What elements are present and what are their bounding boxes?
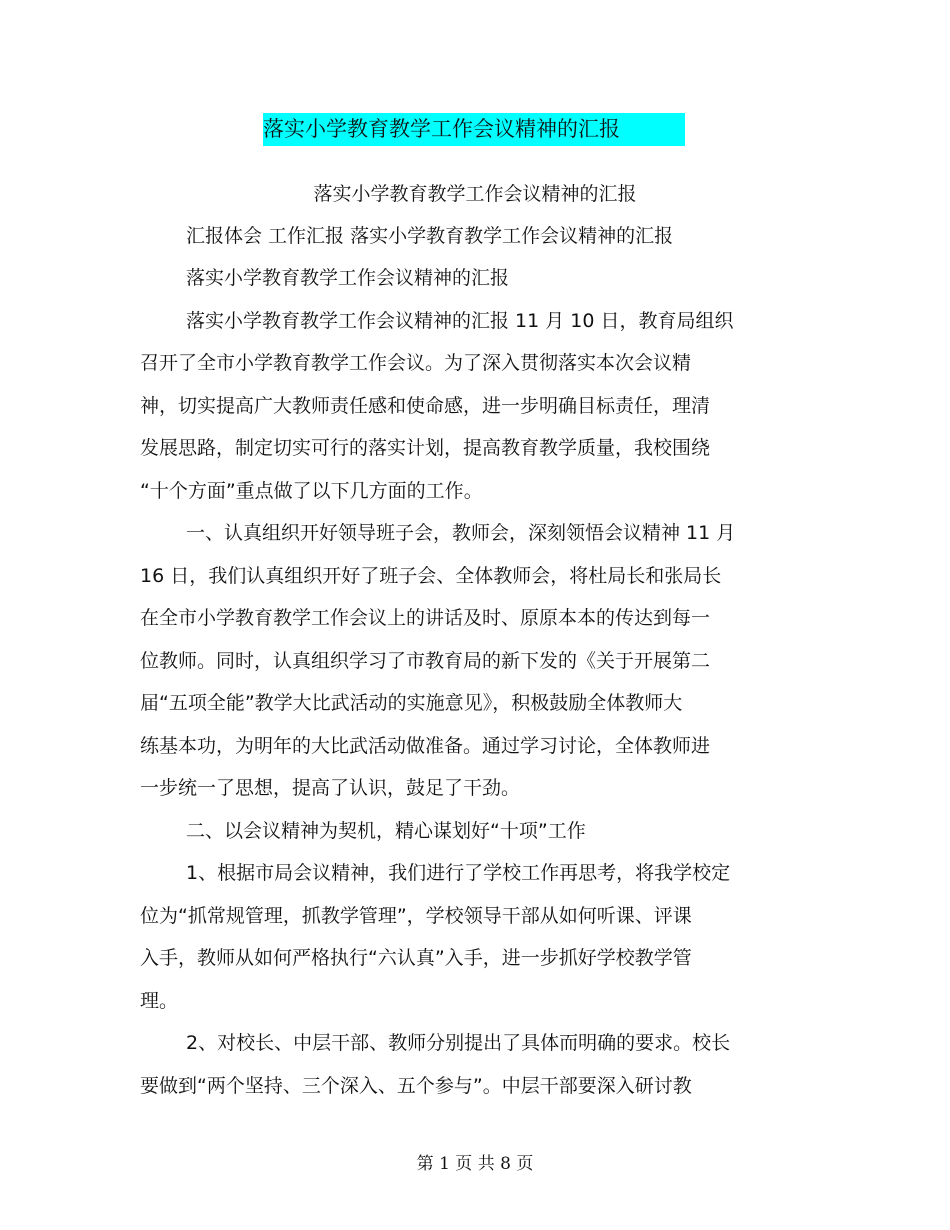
paragraph-line: 入手，教师从如何严格执行“六认真”入手，进一步抓好学校教学管 [140, 947, 692, 969]
heading-line: 落实小学教育教学工作会议精神的汇报 [186, 267, 510, 289]
paragraph-line: 届“五项全能”教学大比武活动的实施意见》，积极鼓励全体教师大 [140, 692, 683, 714]
section-heading: 二、以会议精神为契机，精心谋划好“十项”工作 [186, 820, 586, 842]
subtitle-line: 落实小学教育教学工作会议精神的汇报 [313, 183, 637, 205]
tags-line: 汇报体会 工作汇报 落实小学教育教学工作会议精神的汇报 [186, 225, 674, 247]
paragraph-line: 发展思路，制定切实可行的落实计划，提高教育教学质量，我校围绕 [140, 437, 711, 459]
paragraph-line: 练基本功，为明年的大比武活动做准备。通过学习讨论，全体教师进 [140, 735, 711, 757]
paragraph-line: 16 日，我们认真组织开好了班子会、全体教师会，将杜局长和张局长 [140, 565, 722, 587]
paragraph-line: 落实小学教育教学工作会议精神的汇报 11 月 10 日，教育局组织 [186, 310, 734, 332]
paragraph-line: 神，切实提高广大教师责任感和使命感，进一步明确目标责任，理清 [140, 395, 711, 417]
document-title: 落实小学教育教学工作会议精神的汇报 [263, 117, 620, 141]
paragraph-line: 召开了全市小学教育教学工作会议。为了深入贯彻落实本次会议精 [140, 352, 692, 374]
paragraph-line: 位为“抓常规管理，抓教学管理”，学校领导干部从如何听课、评课 [140, 905, 692, 927]
page-number: 第 1 页 共 8 页 [416, 1154, 534, 1174]
paragraph-line: 位教师。同时，认真组织学习了市教育局的新下发的《关于开展第二 [140, 650, 711, 672]
paragraph-line: 一、认真组织开好领导班子会，教师会，深刻领悟会议精神 11 月 [186, 522, 736, 544]
paragraph-line: 1、根据市局会议精神，我们进行了学校工作再思考，将我学校定 [186, 862, 731, 884]
paragraph-line: 理。 [140, 990, 179, 1012]
paragraph-line: “十个方面”重点做了以下几方面的工作。 [140, 480, 483, 502]
paragraph-line: 2、对校长、中层干部、教师分别提出了具体而明确的要求。校长 [186, 1032, 731, 1054]
paragraph-line: 要做到“两个坚持、三个深入、五个参与”。中层干部要深入研讨教 [140, 1075, 692, 1097]
paragraph-line: 一步统一了思想，提高了认识，鼓足了干劲。 [140, 777, 521, 799]
paragraph-line: 在全市小学教育教学工作会议上的讲话及时、原原本本的传达到每一 [140, 607, 711, 629]
